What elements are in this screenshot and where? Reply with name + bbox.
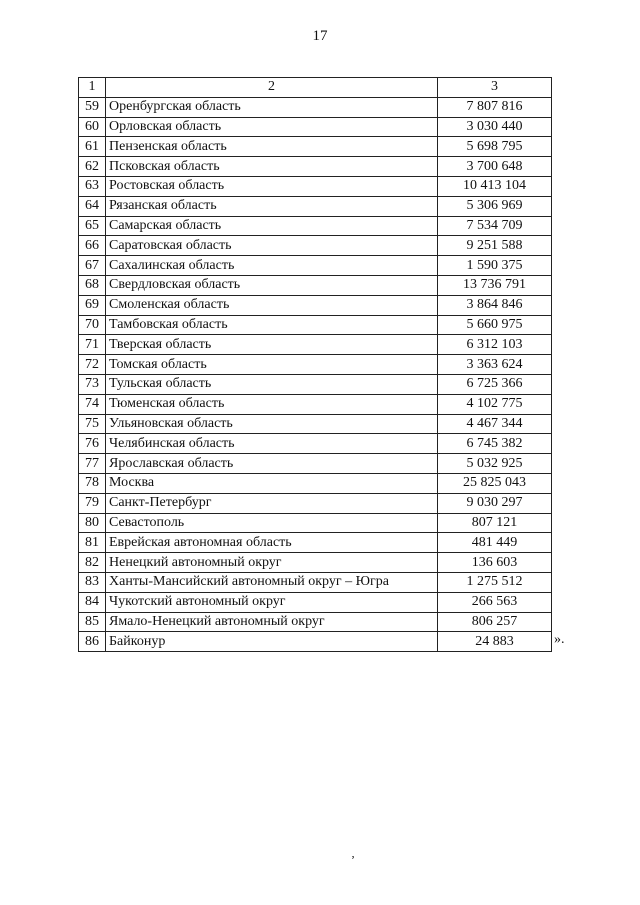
row-number: 82	[79, 553, 106, 573]
row-number: 77	[79, 454, 106, 474]
table-row	[79, 196, 552, 216]
region-value: 10 413 104	[438, 176, 552, 196]
row-number: 61	[79, 137, 106, 157]
region-name: Тульская область	[106, 374, 438, 394]
table-row	[79, 454, 552, 474]
region-name: Ямало-Ненецкий автономный округ	[106, 612, 438, 632]
region-name: Москва	[106, 473, 438, 493]
region-name: Самарская область	[106, 216, 438, 236]
table-row	[79, 414, 552, 434]
table-row	[79, 335, 552, 355]
region-value: 9 030 297	[438, 493, 552, 513]
table-row	[79, 97, 552, 117]
region-value: 4 467 344	[438, 414, 552, 434]
row-number: 73	[79, 374, 106, 394]
region-name: Оренбургская область	[106, 97, 438, 117]
row-number: 69	[79, 295, 106, 315]
row-number: 64	[79, 196, 106, 216]
region-value: 13 736 791	[438, 275, 552, 295]
row-number: 78	[79, 473, 106, 493]
row-number: 67	[79, 256, 106, 276]
region-value: 5 032 925	[438, 454, 552, 474]
region-value: 6 312 103	[438, 335, 552, 355]
region-name: Томская область	[106, 355, 438, 375]
row-number: 68	[79, 275, 106, 295]
table-row	[79, 157, 552, 177]
table-row	[79, 355, 552, 375]
region-name: Тюменская область	[106, 394, 438, 414]
table-row	[79, 315, 552, 335]
region-name: Ханты-Мансийский автономный округ – Югра	[106, 572, 438, 592]
region-value: 3 700 648	[438, 157, 552, 177]
table-row	[79, 137, 552, 157]
row-number: 75	[79, 414, 106, 434]
table-row	[79, 473, 552, 493]
region-name: Пензенская область	[106, 137, 438, 157]
region-name: Псковская область	[106, 157, 438, 177]
footer-mark: ʼ	[351, 853, 355, 867]
table-header-row	[79, 78, 552, 98]
row-number: 85	[79, 612, 106, 632]
row-number: 83	[79, 572, 106, 592]
region-name: Ярославская область	[106, 454, 438, 474]
column-header-1: 1	[79, 78, 106, 98]
region-name: Свердловская область	[106, 275, 438, 295]
region-value: 7 807 816	[438, 97, 552, 117]
region-value: 7 534 709	[438, 216, 552, 236]
region-name: Тамбовская область	[106, 315, 438, 335]
table-row	[79, 374, 552, 394]
row-number: 76	[79, 434, 106, 454]
table-row	[79, 592, 552, 612]
table-row	[79, 394, 552, 414]
region-value: 3 030 440	[438, 117, 552, 137]
region-name: Ульяновская область	[106, 414, 438, 434]
region-name: Сахалинская область	[106, 256, 438, 276]
region-value: 266 563	[438, 592, 552, 612]
region-value: 5 306 969	[438, 196, 552, 216]
region-value: 3 363 624	[438, 355, 552, 375]
table-row	[79, 216, 552, 236]
region-value: 806 257	[438, 612, 552, 632]
region-value: 6 745 382	[438, 434, 552, 454]
row-number: 60	[79, 117, 106, 137]
page-number: 17	[312, 28, 328, 44]
table-row	[79, 493, 552, 513]
row-number: 86	[79, 632, 106, 652]
row-number: 71	[79, 335, 106, 355]
region-value: 9 251 588	[438, 236, 552, 256]
region-name: Байконур	[106, 632, 438, 652]
region-value: 481 449	[438, 533, 552, 553]
row-number: 66	[79, 236, 106, 256]
row-number: 80	[79, 513, 106, 533]
table-row	[79, 295, 552, 315]
column-header-2: 2	[106, 78, 438, 98]
region-value: 1 590 375	[438, 256, 552, 276]
region-value: 6 725 366	[438, 374, 552, 394]
row-number: 72	[79, 355, 106, 375]
table-row	[79, 632, 552, 652]
region-value: 136 603	[438, 553, 552, 573]
region-name: Тверская область	[106, 335, 438, 355]
row-number: 81	[79, 533, 106, 553]
table-row	[79, 236, 552, 256]
row-number: 62	[79, 157, 106, 177]
row-number: 74	[79, 394, 106, 414]
table-row	[79, 176, 552, 196]
table-row	[79, 275, 552, 295]
row-number: 65	[79, 216, 106, 236]
region-name: Санкт-Петербург	[106, 493, 438, 513]
table-row	[79, 572, 552, 592]
table-body	[79, 97, 552, 651]
row-number: 70	[79, 315, 106, 335]
region-name: Ростовская область	[106, 176, 438, 196]
region-name: Ненецкий автономный округ	[106, 553, 438, 573]
closing-quote: ».	[554, 632, 565, 647]
region-name: Еврейская автономная область	[106, 533, 438, 553]
region-value: 5 698 795	[438, 137, 552, 157]
region-value: 24 883	[438, 632, 552, 652]
region-name: Челябинская область	[106, 434, 438, 454]
row-number: 79	[79, 493, 106, 513]
table-row	[79, 256, 552, 276]
region-value: 807 121	[438, 513, 552, 533]
table-row	[79, 612, 552, 632]
table-row	[79, 117, 552, 137]
region-value: 25 825 043	[438, 473, 552, 493]
region-value: 5 660 975	[438, 315, 552, 335]
region-name: Орловская область	[106, 117, 438, 137]
region-name: Саратовская область	[106, 236, 438, 256]
region-value: 1 275 512	[438, 572, 552, 592]
table-row	[79, 513, 552, 533]
row-number: 59	[79, 97, 106, 117]
region-value: 3 864 846	[438, 295, 552, 315]
region-name: Рязанская область	[106, 196, 438, 216]
table-row	[79, 434, 552, 454]
table-row	[79, 553, 552, 573]
row-number: 63	[79, 176, 106, 196]
table-row	[79, 533, 552, 553]
region-name: Смоленская область	[106, 295, 438, 315]
row-number: 84	[79, 592, 106, 612]
column-header-3: 3	[438, 78, 552, 98]
region-name: Севастополь	[106, 513, 438, 533]
region-value: 4 102 775	[438, 394, 552, 414]
region-name: Чукотский автономный округ	[106, 592, 438, 612]
region-table	[78, 77, 552, 652]
